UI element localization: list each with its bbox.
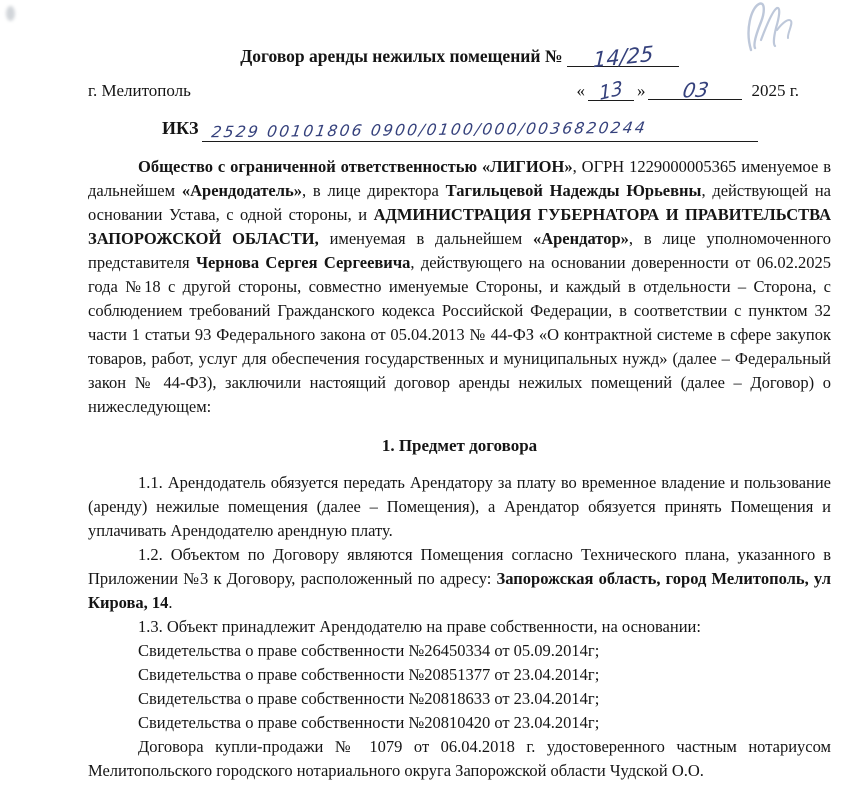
- document-title-row: [88, 41, 831, 73]
- certificate-line: Свидетельства о праве собственности №20818633 от 23.04.2014г;: [138, 689, 600, 708]
- certificate-line: Свидетельства о праве собственности №20851377 от 23.04.2014г;: [138, 665, 600, 684]
- date-month-handwritten: 03: [680, 77, 711, 103]
- ikz-handwritten-value: 2529 00101806 0900/0100/000/0036820244: [209, 118, 648, 142]
- bold-text-run: АДМИНИСТРАЦИЯ ГУБЕРНАТОРА И ПРАВИТЕЛЬСТВА ЗАПОРОЖСКОЙ ОБЛАСТИ,: [88, 205, 831, 248]
- certificate-line: Свидетельства о праве собственности №20810420 от 23.04.2014г;: [138, 713, 600, 732]
- text-run: , в лице уполномоченного представителя: [88, 229, 832, 272]
- clause-1-3-intro: 1.3. Объект принадлежит Арендодателю на праве собственности, на основании:: [138, 617, 701, 636]
- ikz-label: ИКЗ: [162, 118, 199, 138]
- bold-text-run: «Арендатор»: [532, 229, 629, 248]
- bold-text-run: Тагильцевой Надежды Юрьевны: [445, 181, 702, 200]
- bold-text-run: Общество с ограниченной ответственностью «ЛИГИОН»: [138, 157, 573, 176]
- date-day-field: [588, 76, 634, 106]
- date-month-field: [648, 77, 742, 103]
- text-run: .: [168, 593, 173, 612]
- certificate-line: Свидетельства о праве собственности №26450334 от 05.09.2014г;: [138, 641, 600, 660]
- contract-number-field: [567, 41, 679, 73]
- date-group: [576, 76, 799, 106]
- date-day-handwritten: 13: [598, 76, 624, 106]
- date-close-quote: »: [636, 81, 646, 100]
- preamble-paragraph: [88, 155, 831, 419]
- place-label: г. Мелитополь: [88, 81, 191, 100]
- city-date-row: [88, 76, 831, 106]
- contract-number-handwritten: 14/25: [592, 41, 654, 73]
- bold-text-run: Чернова Сергея Сергеевича: [195, 253, 411, 272]
- bold-text-run: «Арендодатель»: [181, 181, 302, 200]
- ikz-row: [88, 116, 831, 142]
- section-1-heading: 1. Предмет договора: [381, 436, 538, 455]
- text-run: , действующей на основании Устава, с одной стороны, и: [88, 181, 832, 224]
- document-title: Договор аренды нежилых помещений №: [240, 46, 563, 66]
- text-run: , в лице директора: [301, 181, 446, 200]
- text-run: , ОГРН 1229000005365 именуемое в дальнейшем: [88, 157, 831, 200]
- text-run: 1.2. Объектом по Договору являются Помещения согласно Технического плана, указанного в Приложении №3 к Договору, расположенный по адресу:: [88, 545, 831, 588]
- clause-1-1: 1.1. Арендодатель обязуется передать Арендатору за плату во временное владение и пользование (аренду) нежилые помещения (далее – Помещения), а Арендатор обязуется принять Помещения и уплачивать Арендодателю арендную плату.: [88, 473, 831, 540]
- clause-1-2: [88, 543, 831, 615]
- bold-text-run: Запорожская область, город Мелитополь, ул Кирова, 14: [88, 569, 831, 612]
- ikz-field: [202, 117, 758, 142]
- text-run: , действующего на основании доверенности от 06.02.2025 года №18 с другой стороны, совместно именуемые Стороны, и каждый в отдельности – Сторона, с соблюдением требований Гражданского кодекса Российской Федерации, в соответствии с пунктом 32 части 1 статьи 93 Федерального закона от 05.04.2013 № 44-ФЗ «О контрактной системе в сфере закупок товаров, работ, услуг для обеспечения государственных и муниципальных нужд» (далее – Федеральный закон № 44-ФЗ), заключили настоящий договор аренды нежилых помещений (далее – Договор) о нижеследующем:: [88, 253, 831, 416]
- text-run: именуемая в дальнейшем: [318, 229, 533, 248]
- deed-paragraph: Договора купли-продажи № 1079 от 06.04.2018 г. удостоверенного частным нотариусом Мелитопольского городского нотариального округа Запорожской области Чудской О.О.: [88, 737, 831, 780]
- date-year-label: 2025 г.: [751, 81, 799, 100]
- date-open-quote: «: [576, 81, 585, 100]
